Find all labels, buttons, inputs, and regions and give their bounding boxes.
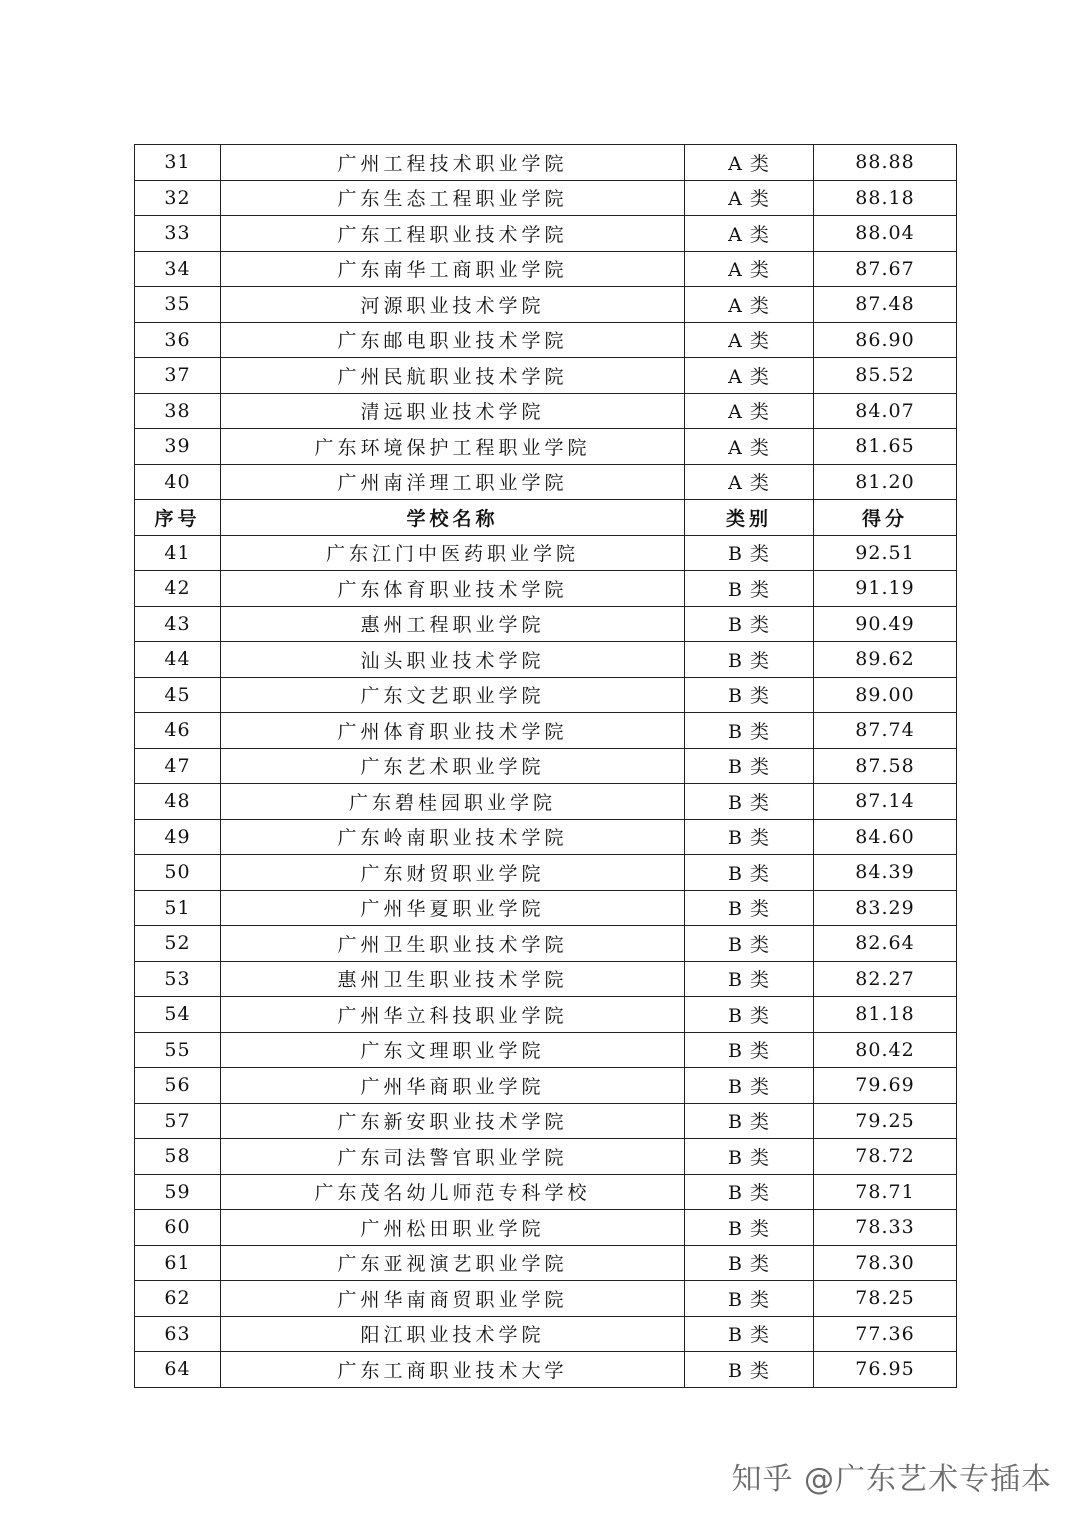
- cell-no: 55: [135, 1032, 221, 1068]
- cell-no: 33: [135, 216, 221, 252]
- cell-no: 50: [135, 855, 221, 891]
- cell-score: 79.69: [814, 1068, 957, 1104]
- cell-no: 44: [135, 642, 221, 678]
- cell-no: 34: [135, 251, 221, 287]
- cell-name: 广东邮电职业技术学院: [221, 322, 685, 358]
- cell-no: 56: [135, 1068, 221, 1104]
- cell-score: 81.20: [814, 464, 957, 500]
- cell-score: 92.51: [814, 535, 957, 571]
- cell-name: 广东工程职业技术学院: [221, 216, 685, 252]
- cell-no: 38: [135, 393, 221, 429]
- cell-name: 广州华立科技职业学院: [221, 997, 685, 1033]
- cell-category: B 类: [685, 1032, 814, 1068]
- table-body-b: [135, 535, 957, 1387]
- table-row: [135, 819, 957, 855]
- cell-score: 78.25: [814, 1281, 957, 1317]
- cell-score: 82.27: [814, 961, 957, 997]
- table-row: [135, 1245, 957, 1281]
- cell-name: 广东财贸职业学院: [221, 855, 685, 891]
- table-header: [135, 500, 957, 536]
- header-category: 类别: [685, 500, 814, 536]
- cell-no: 49: [135, 819, 221, 855]
- cell-category: B 类: [685, 819, 814, 855]
- cell-score: 81.18: [814, 997, 957, 1033]
- cell-name: 广州卫生职业技术学院: [221, 926, 685, 962]
- cell-score: 86.90: [814, 322, 957, 358]
- table-row: [135, 1281, 957, 1317]
- cell-category: A 类: [685, 145, 814, 181]
- cell-no: 40: [135, 464, 221, 500]
- table-row: [135, 429, 957, 465]
- cell-score: 84.39: [814, 855, 957, 891]
- cell-name: 惠州工程职业学院: [221, 606, 685, 642]
- cell-name: 广州松田职业学院: [221, 1210, 685, 1246]
- cell-category: B 类: [685, 784, 814, 820]
- cell-category: B 类: [685, 535, 814, 571]
- cell-score: 89.62: [814, 642, 957, 678]
- cell-no: 42: [135, 571, 221, 607]
- table-row: [135, 1103, 957, 1139]
- cell-score: 78.33: [814, 1210, 957, 1246]
- table-row: [135, 145, 957, 181]
- cell-no: 57: [135, 1103, 221, 1139]
- cell-name: 广东司法警官职业学院: [221, 1139, 685, 1175]
- cell-name: 阳江职业技术学院: [221, 1316, 685, 1352]
- cell-no: 31: [135, 145, 221, 181]
- cell-name: 广州工程技术职业学院: [221, 145, 685, 181]
- cell-score: 83.29: [814, 890, 957, 926]
- cell-name: 广东文理职业学院: [221, 1032, 685, 1068]
- cell-score: 76.95: [814, 1352, 957, 1388]
- cell-category: B 类: [685, 748, 814, 784]
- table-row: [135, 855, 957, 891]
- cell-score: 88.18: [814, 180, 957, 216]
- cell-name: 广东江门中医药职业学院: [221, 535, 685, 571]
- cell-score: 77.36: [814, 1316, 957, 1352]
- cell-no: 60: [135, 1210, 221, 1246]
- cell-score: 89.00: [814, 677, 957, 713]
- cell-no: 41: [135, 535, 221, 571]
- cell-score: 87.58: [814, 748, 957, 784]
- table-row: [135, 1068, 957, 1104]
- table-row: [135, 713, 957, 749]
- cell-score: 78.30: [814, 1245, 957, 1281]
- cell-category: A 类: [685, 464, 814, 500]
- cell-name: 广东工商职业技术大学: [221, 1352, 685, 1388]
- table-row: [135, 748, 957, 784]
- table-row: [135, 1174, 957, 1210]
- table-row: [135, 1032, 957, 1068]
- cell-category: A 类: [685, 287, 814, 323]
- cell-name: 广东生态工程职业学院: [221, 180, 685, 216]
- cell-name: 广州体育职业技术学院: [221, 713, 685, 749]
- cell-no: 53: [135, 961, 221, 997]
- cell-category: B 类: [685, 1174, 814, 1210]
- cell-category: B 类: [685, 642, 814, 678]
- cell-category: B 类: [685, 961, 814, 997]
- cell-name: 清远职业技术学院: [221, 393, 685, 429]
- cell-name: 广东体育职业技术学院: [221, 571, 685, 607]
- header-no: 序号: [135, 500, 221, 536]
- table-row: [135, 1139, 957, 1175]
- cell-no: 51: [135, 890, 221, 926]
- cell-category: A 类: [685, 251, 814, 287]
- cell-category: A 类: [685, 216, 814, 252]
- cell-name: 广东南华工商职业学院: [221, 251, 685, 287]
- cell-no: 47: [135, 748, 221, 784]
- cell-category: A 类: [685, 393, 814, 429]
- cell-no: 36: [135, 322, 221, 358]
- table-row: [135, 997, 957, 1033]
- cell-no: 62: [135, 1281, 221, 1317]
- cell-no: 64: [135, 1352, 221, 1388]
- table-row: [135, 926, 957, 962]
- watermark: 知乎 @广东艺术专插本: [731, 1462, 1052, 1497]
- cell-category: B 类: [685, 890, 814, 926]
- cell-category: B 类: [685, 997, 814, 1033]
- table-row: [135, 1316, 957, 1352]
- cell-no: 46: [135, 713, 221, 749]
- cell-no: 39: [135, 429, 221, 465]
- cell-name: 广东茂名幼儿师范专科学校: [221, 1174, 685, 1210]
- cell-category: B 类: [685, 1103, 814, 1139]
- table-row: [135, 251, 957, 287]
- cell-no: 35: [135, 287, 221, 323]
- table-row: [135, 784, 957, 820]
- cell-no: 48: [135, 784, 221, 820]
- table-row: [135, 535, 957, 571]
- cell-score: 88.88: [814, 145, 957, 181]
- table-row: [135, 961, 957, 997]
- table-row: [135, 890, 957, 926]
- header-name: 学校名称: [221, 500, 685, 536]
- cell-name: 广州华夏职业学院: [221, 890, 685, 926]
- cell-name: 惠州卫生职业技术学院: [221, 961, 685, 997]
- cell-category: B 类: [685, 1316, 814, 1352]
- cell-category: B 类: [685, 677, 814, 713]
- cell-category: B 类: [685, 1210, 814, 1246]
- cell-score: 79.25: [814, 1103, 957, 1139]
- table-row: [135, 322, 957, 358]
- cell-name: 广州民航职业技术学院: [221, 358, 685, 394]
- header-score: 得分: [814, 500, 957, 536]
- cell-score: 88.04: [814, 216, 957, 252]
- cell-no: 63: [135, 1316, 221, 1352]
- cell-category: A 类: [685, 358, 814, 394]
- cell-category: B 类: [685, 926, 814, 962]
- cell-score: 87.67: [814, 251, 957, 287]
- school-score-table: [134, 144, 957, 1388]
- cell-name: 汕头职业技术学院: [221, 642, 685, 678]
- cell-no: 43: [135, 606, 221, 642]
- cell-no: 32: [135, 180, 221, 216]
- cell-score: 85.52: [814, 358, 957, 394]
- cell-score: 81.65: [814, 429, 957, 465]
- cell-score: 90.49: [814, 606, 957, 642]
- cell-score: 78.72: [814, 1139, 957, 1175]
- table-row: [135, 287, 957, 323]
- cell-name: 广州华商职业学院: [221, 1068, 685, 1104]
- cell-category: B 类: [685, 1139, 814, 1175]
- cell-score: 87.14: [814, 784, 957, 820]
- table-body-a: [135, 145, 957, 500]
- table-row: [135, 571, 957, 607]
- cell-category: B 类: [685, 606, 814, 642]
- cell-name: 河源职业技术学院: [221, 287, 685, 323]
- cell-name: 广东艺术职业学院: [221, 748, 685, 784]
- cell-score: 87.74: [814, 713, 957, 749]
- cell-name: 广州南洋理工职业学院: [221, 464, 685, 500]
- cell-no: 61: [135, 1245, 221, 1281]
- cell-category: A 类: [685, 180, 814, 216]
- cell-score: 87.48: [814, 287, 957, 323]
- cell-no: 59: [135, 1174, 221, 1210]
- cell-name: 广东新安职业技术学院: [221, 1103, 685, 1139]
- cell-score: 80.42: [814, 1032, 957, 1068]
- cell-name: 广州华南商贸职业学院: [221, 1281, 685, 1317]
- cell-category: B 类: [685, 713, 814, 749]
- table-row: [135, 464, 957, 500]
- cell-no: 54: [135, 997, 221, 1033]
- cell-category: B 类: [685, 1245, 814, 1281]
- table-row: [135, 677, 957, 713]
- cell-category: A 类: [685, 322, 814, 358]
- cell-no: 52: [135, 926, 221, 962]
- header-row: [135, 500, 957, 536]
- table-row: [135, 1352, 957, 1388]
- cell-name: 广东碧桂园职业学院: [221, 784, 685, 820]
- cell-category: A 类: [685, 429, 814, 465]
- cell-category: B 类: [685, 571, 814, 607]
- cell-name: 广东文艺职业学院: [221, 677, 685, 713]
- cell-category: B 类: [685, 1281, 814, 1317]
- cell-score: 84.60: [814, 819, 957, 855]
- table-row: [135, 606, 957, 642]
- cell-score: 82.64: [814, 926, 957, 962]
- cell-no: 37: [135, 358, 221, 394]
- cell-category: B 类: [685, 1352, 814, 1388]
- cell-name: 广东亚视演艺职业学院: [221, 1245, 685, 1281]
- cell-category: B 类: [685, 855, 814, 891]
- table-row: [135, 358, 957, 394]
- cell-score: 84.07: [814, 393, 957, 429]
- table-row: [135, 642, 957, 678]
- cell-no: 58: [135, 1139, 221, 1175]
- table-row: [135, 216, 957, 252]
- cell-name: 广东环境保护工程职业学院: [221, 429, 685, 465]
- table-row: [135, 393, 957, 429]
- cell-no: 45: [135, 677, 221, 713]
- cell-category: B 类: [685, 1068, 814, 1104]
- table-row: [135, 1210, 957, 1246]
- cell-score: 78.71: [814, 1174, 957, 1210]
- cell-name: 广东岭南职业技术学院: [221, 819, 685, 855]
- table-row: [135, 180, 957, 216]
- cell-score: 91.19: [814, 571, 957, 607]
